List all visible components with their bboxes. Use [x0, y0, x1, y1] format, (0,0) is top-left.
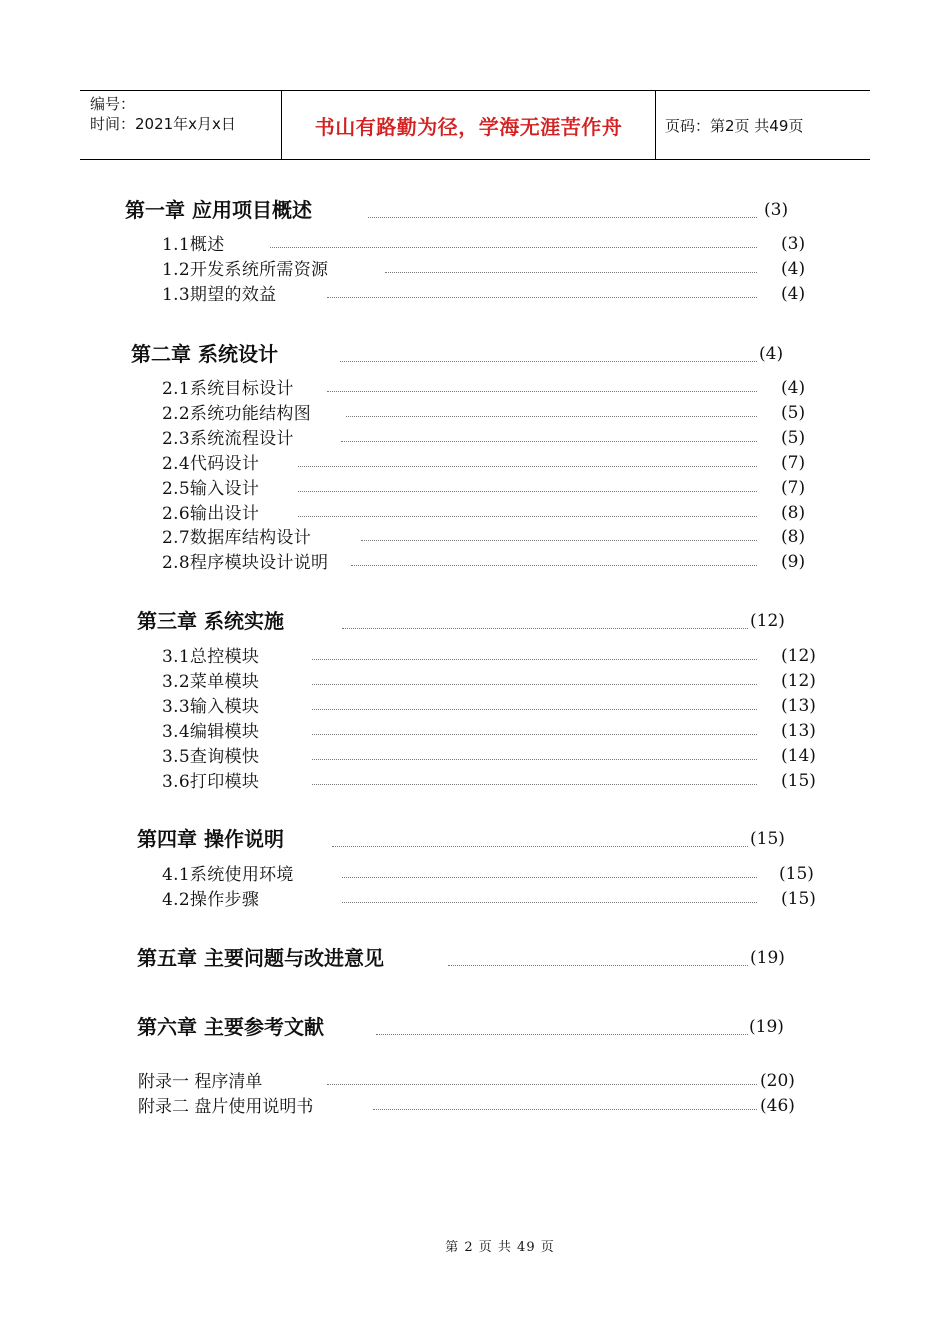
toc-page-number: (8)	[781, 503, 806, 523]
toc-appendix-title: 附录一 程序清单	[138, 1072, 263, 1092]
toc-page-number: (8)	[781, 527, 806, 547]
toc-dot-leader	[368, 217, 757, 218]
toc-chapter-title: 第三章 系统实施	[137, 609, 284, 633]
header-motto-cell	[281, 91, 656, 159]
toc-dot-leader	[312, 734, 757, 735]
toc-chapter-title: 第四章 操作说明	[137, 827, 284, 851]
toc-page-number: (13)	[781, 696, 816, 716]
toc-dot-leader	[298, 516, 757, 517]
toc-page-number: (12)	[750, 611, 785, 631]
toc-section-title: 4.1系统使用环境	[162, 865, 294, 885]
toc-section-title: 3.3输入模块	[162, 697, 260, 717]
toc-page-number: (15)	[781, 771, 816, 791]
header-page-cell	[655, 91, 870, 159]
toc-dot-leader	[327, 391, 757, 392]
page-footer: 第 2 页 共 49 页	[445, 1240, 555, 1255]
toc-page-number: (5)	[781, 403, 806, 423]
toc-section-title: 3.4编辑模块	[162, 722, 260, 742]
toc-page-number: (4)	[759, 344, 784, 364]
toc-section-title: 2.2系统功能结构图	[162, 404, 312, 424]
toc-section-title: 3.1总控模块	[162, 647, 260, 667]
toc-page-number: (46)	[760, 1096, 795, 1116]
toc-dot-leader	[312, 659, 757, 660]
header-motto: 书山有路勤为径，学海无涯苦作舟	[314, 114, 623, 139]
toc-page-number: (4)	[781, 284, 806, 304]
toc-dot-leader	[270, 247, 757, 248]
toc-dot-leader	[332, 846, 748, 847]
toc-dot-leader	[346, 416, 757, 417]
toc-section-title: 3.2菜单模块	[162, 672, 260, 692]
toc-dot-leader	[341, 441, 757, 442]
header-meta-cell	[80, 91, 280, 159]
toc-dot-leader	[342, 877, 757, 878]
toc-page-number: (20)	[760, 1071, 795, 1091]
toc-page-number: (19)	[750, 948, 785, 968]
toc-section-title: 3.5查询模快	[162, 747, 260, 767]
toc-chapter-title: 第五章 主要问题与改进意见	[137, 946, 384, 970]
toc-dot-leader	[340, 361, 757, 362]
toc-dot-leader	[312, 759, 757, 760]
toc-dot-leader	[342, 902, 757, 903]
toc-section-title: 1.3期望的效益	[162, 285, 277, 305]
toc-appendix-title: 附录二 盘片使用说明书	[138, 1097, 314, 1117]
toc-section-title: 2.6输出设计	[162, 504, 260, 524]
toc-section-title: 3.6打印模块	[162, 772, 260, 792]
toc-page-number: (15)	[750, 829, 785, 849]
toc-page-number: (13)	[781, 721, 816, 741]
toc-page-number: (14)	[781, 746, 816, 766]
toc-page-number: (3)	[781, 234, 806, 254]
toc-chapter-title: 第一章 应用项目概述	[125, 198, 312, 222]
toc-page-number: (15)	[779, 864, 814, 884]
document-number-label: 编号：	[90, 95, 136, 113]
toc-chapter-title: 第六章 主要参考文献	[137, 1015, 324, 1039]
toc-page-number: (4)	[781, 378, 806, 398]
toc-dot-leader	[448, 965, 748, 966]
toc-section-title: 1.1概述	[162, 235, 225, 255]
toc-page-number: (3)	[764, 200, 789, 220]
toc-dot-leader	[385, 272, 757, 273]
toc-section-title: 2.1系统目标设计	[162, 379, 294, 399]
toc-chapter-title: 第二章 系统设计	[131, 342, 278, 366]
toc-page-number: (12)	[781, 646, 816, 666]
toc-section-title: 4.2操作步骤	[162, 890, 260, 910]
toc-dot-leader	[376, 1034, 748, 1035]
toc-dot-leader	[361, 540, 757, 541]
toc-dot-leader	[312, 684, 757, 685]
toc-dot-leader	[298, 466, 757, 467]
toc-page-number: (5)	[781, 428, 806, 448]
toc-section-title: 2.7数据库结构设计	[162, 528, 312, 548]
toc-dot-leader	[327, 1084, 757, 1085]
toc-page-number: (9)	[781, 552, 806, 572]
toc-page-number: (7)	[781, 453, 806, 473]
toc-dot-leader	[298, 491, 757, 492]
toc-dot-leader	[373, 1109, 757, 1110]
toc-section-title: 2.3系统流程设计	[162, 429, 294, 449]
toc-section-title: 2.5输入设计	[162, 479, 260, 499]
toc-page-number: (12)	[781, 671, 816, 691]
toc-page-number: (19)	[749, 1017, 784, 1037]
toc-dot-leader	[312, 784, 757, 785]
toc-section-title: 1.2开发系统所需资源	[162, 260, 329, 280]
page-header	[80, 90, 870, 160]
toc-page-number: (7)	[781, 478, 806, 498]
document-time-label: 时间：2021年x月x日	[90, 115, 236, 133]
toc-dot-leader	[312, 709, 757, 710]
toc-section-title: 2.4代码设计	[162, 454, 260, 474]
toc-section-title: 2.8程序模块设计说明	[162, 553, 329, 573]
toc-dot-leader	[351, 565, 757, 566]
toc-page-number: (15)	[781, 889, 816, 909]
header-page-info: 页码：第2页 共49页	[665, 116, 804, 135]
toc-dot-leader	[327, 297, 757, 298]
toc-dot-leader	[342, 628, 748, 629]
toc-page-number: (4)	[781, 259, 806, 279]
